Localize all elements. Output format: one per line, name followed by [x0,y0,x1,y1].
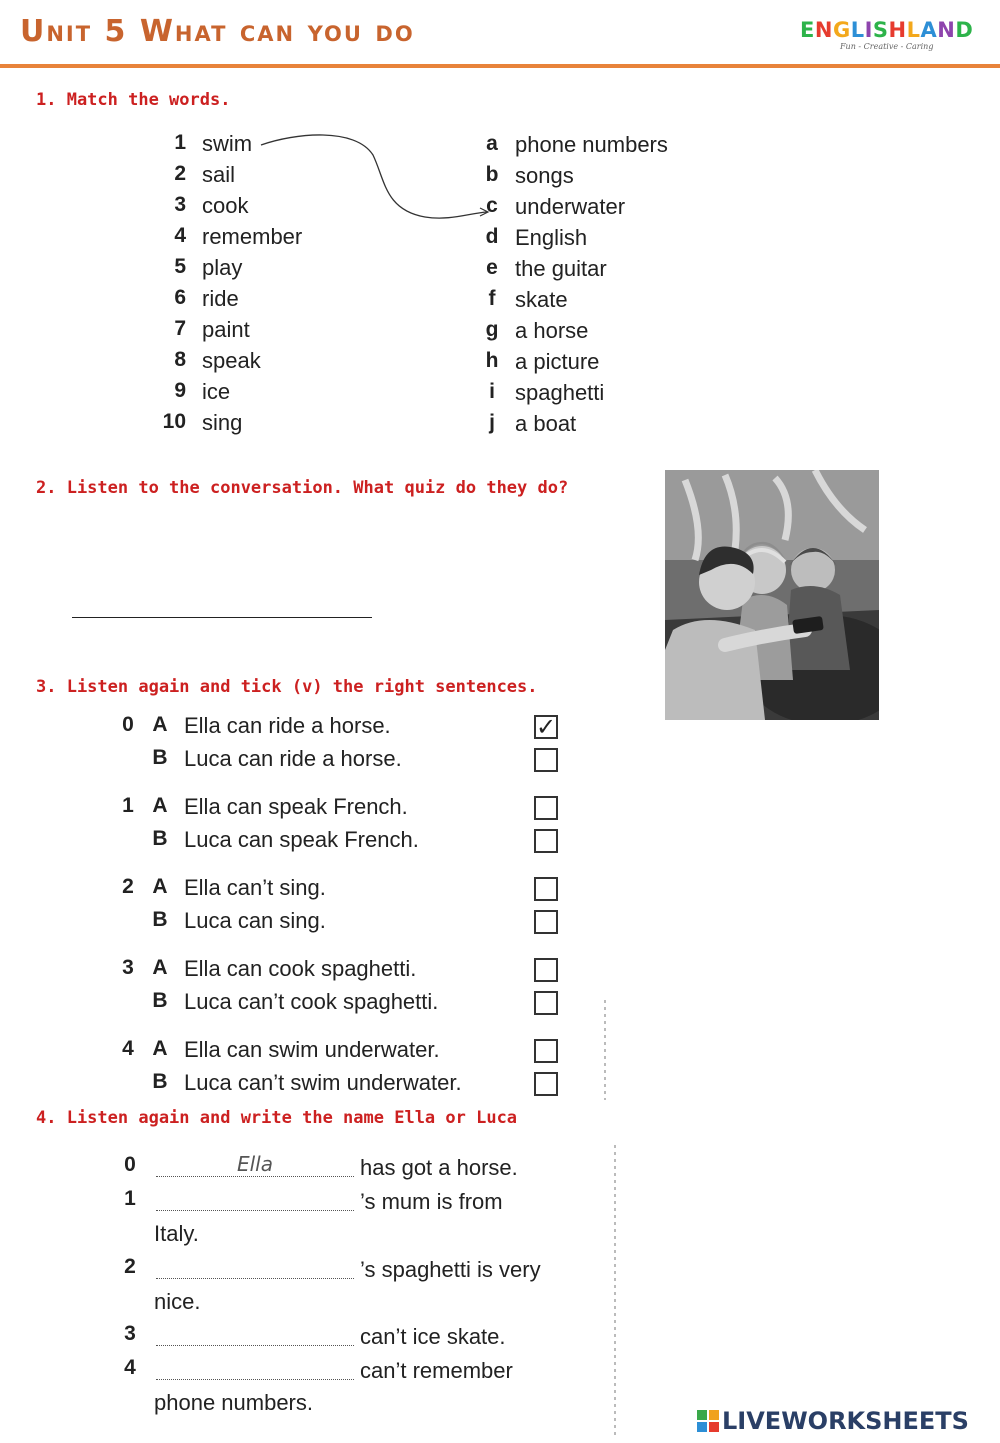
match-right-word: underwater [515,194,626,219]
match-right-word: a boat [515,411,577,436]
match-connector-line [255,125,495,235]
option-a-checkbox[interactable] [534,715,558,739]
match-right-letter: i [489,380,495,403]
option-a-label: A [152,956,168,979]
name-answer-blank[interactable] [156,1356,354,1380]
write-item-number: 2 [124,1255,136,1278]
check-mark-icon: ✓ [536,713,557,741]
tick-group-number: 1 [122,794,134,817]
name-answer-text: Ella [236,1152,273,1176]
match-right-word: a horse [515,318,589,343]
match-right-letter: h [485,349,499,372]
option-a-label: A [152,713,168,736]
match-left-word: remember [202,224,303,249]
match-right-word: skate [515,287,568,312]
option-b-checkbox[interactable] [534,910,558,934]
header-divider [0,64,1000,68]
write-item-number: 0 [124,1153,136,1176]
liveworksheets-icon [697,1410,719,1432]
name-answer-blank[interactable] [156,1153,354,1177]
option-b-checkbox[interactable] [534,829,558,853]
match-right-letter: d [485,225,499,248]
write-item-number: 4 [124,1356,136,1379]
match-right-letter: e [486,256,498,279]
option-b-sentence: Luca can’t cook spaghetti. [184,989,439,1014]
match-left-number: 1 [174,131,186,154]
option-a-checkbox[interactable] [534,958,558,982]
match-right-word: English [515,225,588,250]
match-left-word: ice [202,379,231,404]
match-left-number: 7 [174,317,186,340]
tick-group-number: 0 [122,713,134,736]
name-answer-blank[interactable] [156,1322,354,1346]
option-b-checkbox[interactable] [534,991,558,1015]
write-item-number: 3 [124,1322,136,1345]
option-a-sentence: Ella can swim underwater. [184,1037,440,1062]
match-right-word: a picture [515,349,600,374]
option-b-checkbox[interactable] [534,748,558,772]
logo-wordmark: ENGLISHLAND [800,18,974,42]
logo-tagline: Fun - Creative - Caring [840,42,934,51]
match-right-word: songs [515,163,574,188]
liveworksheets-brand [697,1407,969,1435]
match-left-word: cook [202,193,249,218]
option-a-sentence: Ella can ride a horse. [184,713,391,738]
tick-group-number: 2 [122,875,134,898]
match-left-number: 8 [174,348,186,371]
section3-heading: 3. Listen again and tick (v) the right sentences. [36,677,538,697]
scan-edge-mark [614,1145,616,1435]
section2-heading: 2. Listen to the conversation. What quiz do they do? [36,478,569,498]
match-left-word: sing [202,410,243,435]
match-left-number: 2 [174,162,186,185]
name-answer-blank[interactable] [156,1255,354,1279]
match-right-letter: a [486,132,498,155]
option-a-sentence: Ella can cook spaghetti. [184,956,417,981]
option-a-checkbox[interactable] [534,796,558,820]
page-title: Unit 5 What can you do [20,14,415,49]
write-item-number: 1 [124,1187,136,1210]
match-right-word: phone numbers [515,132,668,157]
match-left-word: play [202,255,243,280]
quiz-answer-line[interactable] [72,617,372,618]
option-b-label: B [152,746,168,769]
section1-heading: 1. Match the words. [36,90,231,110]
englishland-logo [800,18,974,62]
write-item-continuation: Italy. [154,1221,199,1246]
write-item-text: can’t ice skate. [360,1324,506,1349]
match-right-letter: c [486,194,498,217]
option-a-sentence: Ella can’t sing. [184,875,326,900]
write-item-text: ’s spaghetti is very [360,1257,541,1282]
match-right-letter: b [485,163,499,186]
tick-group-number: 3 [122,956,134,979]
scan-edge-mark [604,1000,606,1100]
option-a-checkbox[interactable] [534,1039,558,1063]
match-right-letter: f [488,287,496,310]
match-left-word: paint [202,317,250,342]
match-left-number: 6 [174,286,186,309]
match-right-letter: j [489,411,495,434]
option-a-checkbox[interactable] [534,877,558,901]
option-b-sentence: Luca can speak French. [184,827,419,852]
footer-brand-text: LIVEWORKSHEETS [722,1407,969,1435]
option-a-sentence: Ella can speak French. [184,794,408,819]
match-left-word: swim [202,131,253,156]
option-b-sentence: Luca can ride a horse. [184,746,402,771]
match-right-letter: g [485,318,499,341]
match-right-word: the guitar [515,256,607,281]
option-a-label: A [152,875,168,898]
write-item-text: has got a horse. [360,1155,518,1180]
match-left-word: ride [202,286,239,311]
section4-heading: 4. Listen again and write the name Ella or Luca [36,1108,518,1128]
match-left-number: 10 [162,410,186,433]
option-b-label: B [152,1070,168,1093]
write-item-text: ’s mum is from [360,1189,503,1214]
option-b-sentence: Luca can’t swim underwater. [184,1070,462,1095]
kids-with-phone-photo [665,470,879,720]
option-b-sentence: Luca can sing. [184,908,326,933]
option-b-label: B [152,989,168,1012]
match-left-number: 3 [174,193,186,216]
match-left-word: speak [202,348,261,373]
option-a-label: A [152,1037,168,1060]
write-item-continuation: nice. [154,1289,201,1314]
write-item-text: can’t remember [360,1358,513,1383]
match-right-word: spaghetti [515,380,605,405]
name-answer-blank[interactable] [156,1187,354,1211]
match-left-number: 4 [174,224,186,247]
match-left-number: 9 [174,379,186,402]
write-item-continuation: phone numbers. [154,1390,313,1415]
match-left-word: sail [202,162,236,187]
option-a-label: A [152,794,168,817]
option-b-label: B [152,827,168,850]
option-b-checkbox[interactable] [534,1072,558,1096]
tick-group-number: 4 [122,1037,134,1060]
option-b-label: B [152,908,168,931]
match-left-number: 5 [174,255,186,278]
